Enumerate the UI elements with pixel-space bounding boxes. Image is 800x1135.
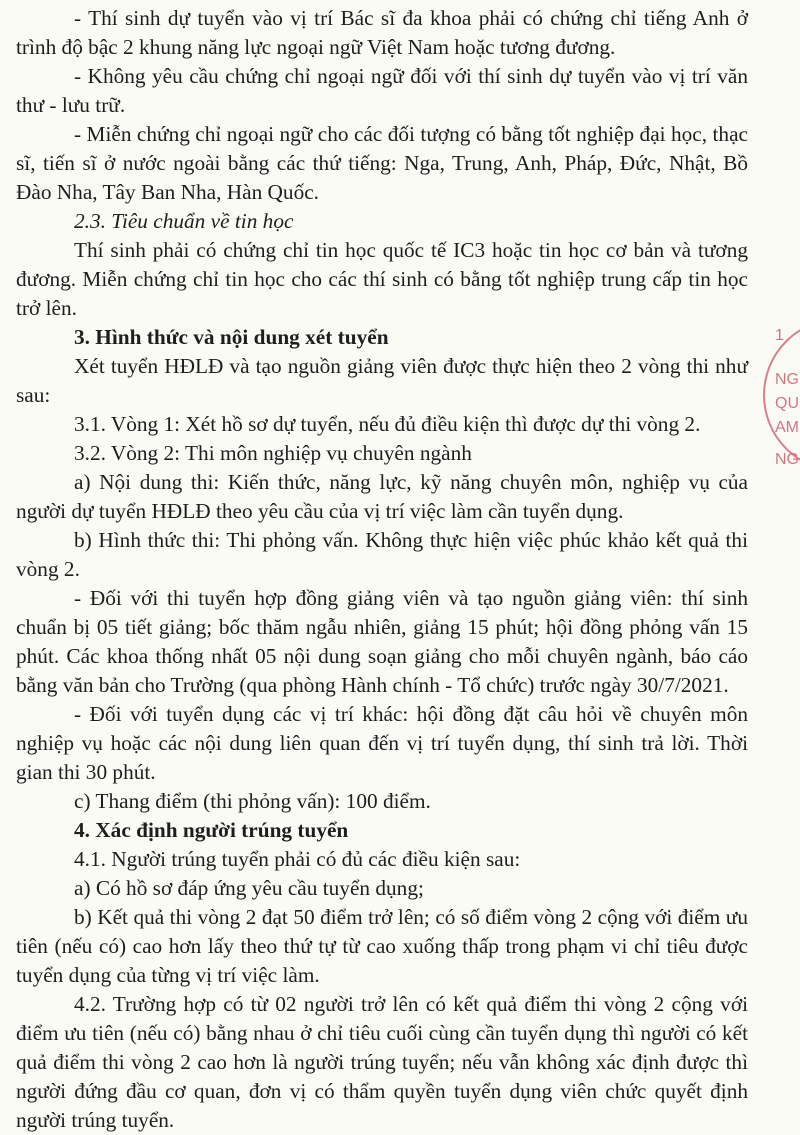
paragraph-two-rounds: Xét tuyển HĐLĐ và tạo nguồn giảng viên được thực hiện theo 2 vòng thi như sau: xyxy=(16,354,748,407)
stamp-fragment: QU xyxy=(775,395,799,412)
paragraph-english-cert: - Thí sinh dự tuyển vào vị trí Bác sĩ đa khoa phải có chứng chỉ tiếng Anh ở trình độ bậc 2 khung năng lực ngoại ngữ Việt Nam hoặc tương đương. xyxy=(16,6,748,59)
heading-section-3: 3. Hình thức và nội dung xét tuyển xyxy=(74,325,389,349)
stamp-fragment: NG xyxy=(775,451,799,468)
paragraph-lecturer-exam: - Đối với thi tuyển hợp đồng giảng viên và tạo nguồn giảng viên: thí sinh chuẩn bị 05 tiết giảng; bốc thăm ngẫu nhiên, giảng 15 phút; hội đồng phỏng vấn 15 phút. Các khoa thống nhất 05 nội dung soạn giảng cho mỗi chuyên ngành, báo cáo bằng văn bản cho Trường (qua phòng Hành chính - Tổ chức) trước ngày 30/7/2021. xyxy=(16,586,748,697)
paragraph-condition-b: b) Kết quả thi vòng 2 đạt 50 điểm trở lên; có số điểm vòng 2 cộng với điểm ưu tiên (nếu có) cao hơn lấy theo thứ tự từ cao xuống thấp trong phạm vi chỉ tiêu được tuyển dụng của từng vị trí việc làm. xyxy=(16,905,748,987)
paragraph-exam-content: a) Nội dung thi: Kiến thức, năng lực, kỹ năng chuyên môn, nghiệp vụ của người dự tuyển HĐLĐ theo yêu cầu của vị trí việc làm cần tuyển dụng. xyxy=(16,470,748,523)
paragraph-round-1: 3.1. Vòng 1: Xét hồ sơ dự tuyển, nếu đủ điều kiện thì được dự thi vòng 2. xyxy=(74,412,701,436)
paragraph-no-language-cert: - Không yêu cầu chứng chỉ ngoại ngữ đối với thí sinh dự tuyển vào vị trí văn thư - lưu trữ. xyxy=(16,64,748,117)
paragraph-other-positions: - Đối với tuyển dụng các vị trí khác: hội đồng đặt câu hỏi về chuyên môn nghiệp vụ hoặc các nội dung liên quan đến vị trí tuyển dụng, thí sinh trả lời. Thời gian thi 30 phút. xyxy=(16,702,748,784)
document-body xyxy=(16,4,748,1135)
stamp-fragment: AM xyxy=(775,419,799,436)
stamp-fragment: 1 xyxy=(775,327,784,344)
paragraph-condition-a: a) Có hồ sơ đáp ứng yêu cầu tuyển dụng; xyxy=(74,876,424,900)
paragraph-score-scale: c) Thang điểm (thi phỏng vấn): 100 điểm. xyxy=(74,789,431,813)
paragraph-exam-form: b) Hình thức thi: Thi phỏng vấn. Không thực hiện việc phúc khảo kết quả thi vòng 2. xyxy=(16,528,748,581)
paragraph-it-cert: Thí sinh phải có chứng chỉ tin học quốc tế IC3 hoặc tin học cơ bản và tương đương. Miễn chứng chỉ tin học cho các thí sinh có bằng tốt nghiệp trung cấp tin học trở lên. xyxy=(16,238,748,320)
paragraph-conditions: 4.1. Người trúng tuyển phải có đủ các điều kiện sau: xyxy=(74,847,521,871)
paragraph-tie-break: 4.2. Trường hợp có từ 02 người trở lên có kết quả điểm thi vòng 2 cộng với điểm ưu tiên (nếu có) bằng nhau ở chỉ tiêu cuối cùng cần tuyển dụng thì người có kết quả điểm thi vòng 2 cao hơn là người trúng tuyển; nếu vẫn không xác định được thì người đứng đầu cơ quan, đơn vị có thẩm quyền tuyển dụng viên chức quyết định người trúng tuyển. xyxy=(16,992,748,1132)
red-seal-stamp xyxy=(755,318,800,468)
paragraph-language-exemption: - Miễn chứng chỉ ngoại ngữ cho các đối tượng có bằng tốt nghiệp đại học, thạc sĩ, tiến sĩ ở nước ngoài bằng các thứ tiếng: Nga, Trung, Anh, Pháp, Đức, Nhật, Bồ Đào Nha, Tây Ban Nha, Hàn Quốc. xyxy=(16,122,748,204)
heading-section-4: 4. Xác định người trúng tuyển xyxy=(74,818,349,842)
paragraph-round-2: 3.2. Vòng 2: Thi môn nghiệp vụ chuyên ngành xyxy=(74,441,472,465)
heading-it-standard: 2.3. Tiêu chuẩn về tin học xyxy=(74,209,294,233)
stamp-fragment: NG xyxy=(775,371,799,388)
